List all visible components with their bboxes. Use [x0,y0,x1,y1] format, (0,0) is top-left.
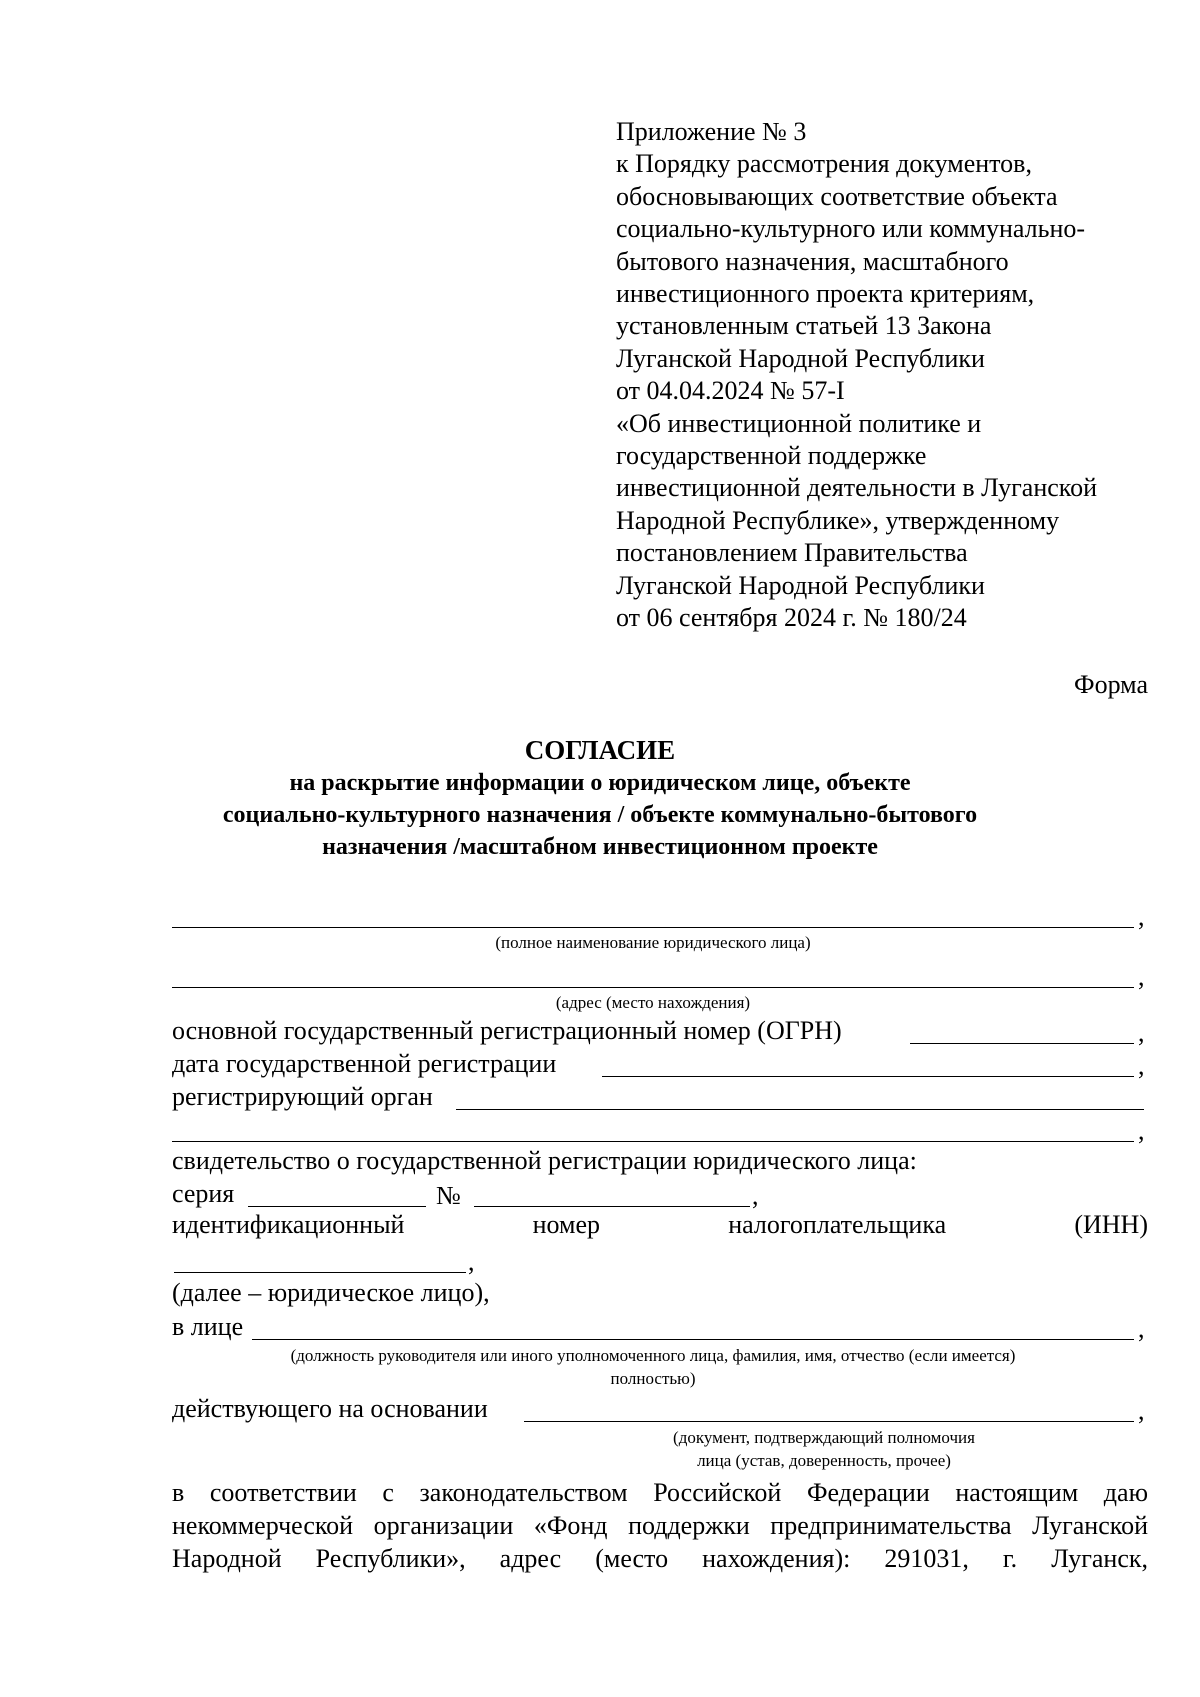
title-sub-line: назначения /масштабном инвестиционном проекте [322,834,878,860]
series-label: серия [172,1179,235,1208]
certificate-row [172,1144,1148,1178]
represented-by-caption [172,1344,1134,1390]
body-line: Народной Республики», адрес (место нахождения): 291031, г. Луганск, [172,1544,1148,1573]
number-sign: № [436,1181,461,1210]
represented-by-row [172,1310,1148,1344]
caption-line: полностью) [610,1369,696,1388]
ogrn-row [172,1014,1148,1048]
document-title [0,733,1200,863]
blank-line [172,927,1134,928]
reg-body-continued-row[interactable] [172,1112,1148,1146]
annex-line: инвестиционной деятельности в Луганской [616,473,1098,503]
represented-by-label: в лице [172,1312,244,1341]
acting-basis-caption [524,1426,1124,1472]
comma: , [1138,1396,1145,1425]
caption-line: (должность руководителя или иного уполномоченного лица, фамилия, имя, отчество (если имеется) [290,1346,1016,1365]
annex-line: от 04.04.2024 № 57-I [616,376,845,406]
annex-header [616,116,1186,635]
reg-date-row [172,1047,1148,1081]
comma: , [1138,902,1145,931]
inn-word: налогоплательщика [728,1210,947,1239]
reg-date-input-line[interactable] [602,1076,1134,1077]
address-field[interactable] [172,958,1148,992]
reg-body-label: регистрирующий орган [172,1082,433,1111]
blank-line [172,1141,1134,1142]
body-line: некоммерческой организации «Фонд поддержки предпринимательства Луганской [172,1511,1148,1540]
blank-line [172,987,1134,988]
legal-name-field[interactable] [172,898,1148,932]
inn-input-line [174,1272,466,1273]
comma: , [1138,1051,1145,1080]
annex-line: государственной поддержке [616,441,927,471]
caption-line: (документ, подтверждающий полномочия [673,1428,975,1447]
comma: , [1138,962,1145,991]
title-sub-line: социально-культурного назначения / объекте коммунально-бытового [222,802,978,828]
inn-word: идентификационный [172,1210,405,1239]
acting-basis-row [172,1392,1148,1426]
comma: , [468,1247,475,1276]
inn-row [172,1210,1148,1240]
annex-line: «Об инвестиционной политике и [616,408,982,438]
annex-line: инвестиционного проекта критериям, [616,279,1035,309]
annex-line: установленным статьей 13 Закона [616,311,992,341]
body-line: в соответствии с законодательством Российской Федерации настоящим даю [172,1478,1148,1507]
annex-line: к Порядку рассмотрения документов, [616,149,1032,179]
annex-line: от 06 сентября 2024 г. № 180/24 [616,603,967,633]
certificate-label: свидетельство о государственной регистрации юридического лица: [172,1146,917,1175]
title-main: СОГЛАСИЕ [524,735,676,765]
acting-basis-input-line[interactable] [524,1421,1134,1422]
annex-line: Народной Республике», утвержденному [616,505,1060,535]
represented-by-input-line[interactable] [252,1339,1134,1340]
annex-line: постановлением Правительства [616,538,968,568]
acting-basis-label: действующего на основании [172,1394,488,1423]
comma: , [752,1181,759,1210]
series-number-row [172,1177,1148,1211]
annex-line: Луганской Народной Республики [616,570,985,600]
reg-date-label: дата государственной регистрации [172,1049,557,1078]
series-input-line[interactable] [248,1206,426,1207]
ogrn-input-line[interactable] [910,1043,1134,1044]
hereinafter-text: (далее – юридическое лицо), [172,1278,490,1307]
legal-name-caption: (полное наименование юридического лица) [495,933,811,952]
annex-line: социально-культурного или коммунально- [616,214,1086,244]
comma: , [1138,1018,1145,1047]
hereinafter-row [172,1276,1148,1310]
number-input-line[interactable] [474,1206,750,1207]
annex-line: Приложение № 3 [616,117,807,146]
reg-body-input-line[interactable] [456,1109,1144,1110]
title-sub-line: на раскрытие информации о юридическом лице, объекте [289,770,911,796]
annex-line: Луганской Народной Республики [616,343,985,373]
body-paragraph [172,1476,1148,1575]
comma: , [1138,1116,1145,1145]
annex-line: бытового назначения, масштабного [616,246,1009,276]
annex-line: обосновывающих соответствие объекта [616,181,1058,211]
reg-body-row [172,1080,1148,1114]
address-caption: (адрес (место нахождения) [555,993,751,1012]
caption-line: лица (устав, доверенность, прочее) [697,1451,951,1470]
inn-word: (ИНН) [1074,1210,1148,1239]
ogrn-label: основной государственный регистрационный номер (ОГРН) [172,1016,842,1045]
form-label: Форма [1074,670,1148,699]
inn-word: номер [532,1210,601,1239]
comma: , [1138,1314,1145,1343]
inn-input-row[interactable] [172,1243,1148,1277]
